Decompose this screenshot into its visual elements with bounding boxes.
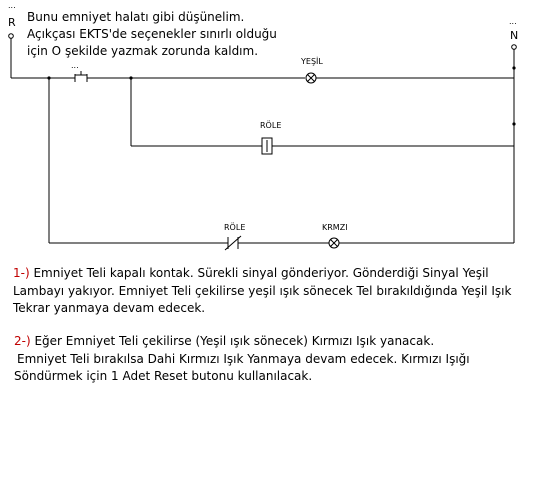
relay-coil <box>260 120 281 154</box>
note-2-prefix: 2-) <box>14 334 31 348</box>
terminal-r <box>8 1 16 78</box>
note-1-prefix: 1-) <box>13 266 30 280</box>
intro-line-2: Açıkçası EKTS'de seçenekler sınırlı olduğu <box>27 27 277 41</box>
relay-contact-label: RÖLE <box>224 223 246 232</box>
note-1-line-3: Tekrar yanmaya devam edecek. <box>13 301 206 315</box>
relay-nc-contact <box>224 222 245 250</box>
safety-wire-contact <box>71 61 87 82</box>
terminal-n-ellipsis: ... <box>509 17 517 26</box>
red-lamp-branch <box>49 78 514 250</box>
intro-line-3: için O şekilde yazmak zorunda kaldım. <box>27 44 259 58</box>
intro-text <box>27 9 327 60</box>
green-lamp <box>300 56 323 83</box>
note-1-line-2: Lambayı yakıyor. Emniyet Teli çekilirse yeşil ışık sönecek Tel bırakıldığında Yeşil Işık <box>13 283 512 298</box>
intro-line-1: Bunu emniyet halatı gibi düşünelim. <box>27 10 245 24</box>
contact-ellipsis: ... <box>71 61 79 70</box>
note-2-line-2: Emniyet Teli bırakılsa Dahi Kırmızı Işık Yanmaya devam edecek. Kırmızı Işığı <box>17 351 470 366</box>
note-1 <box>13 265 511 318</box>
green-lamp-label: YEŞİL <box>301 57 323 66</box>
note-2-line-3: Söndürmek için 1 Adet Reset butonu kullanılacak. <box>14 369 313 383</box>
main-rail <box>11 56 516 83</box>
note-2 <box>14 333 470 386</box>
terminal-r-label: R <box>8 16 16 29</box>
note-1-line-1: Emniyet Teli kapalı kontak. Sürekli sinyal gönderiyor. Gönderdiği Sinyal Yeşil <box>29 266 489 280</box>
red-lamp-label: KRMZI <box>322 223 348 232</box>
red-lamp <box>322 223 348 248</box>
terminal-n-node <box>512 45 517 50</box>
relay-coil-label: RÖLE <box>260 121 282 130</box>
note-2-line-1: Eğer Emniyet Teli çekilirse (Yeşil ışık sönecek) Kırmızı Işık yanacak. <box>30 334 435 348</box>
terminal-n <box>509 17 518 243</box>
relay-branch <box>131 78 516 154</box>
terminal-n-label: N <box>510 29 519 42</box>
terminal-r-ellipsis: ... <box>8 1 16 10</box>
terminal-r-node <box>9 34 14 39</box>
